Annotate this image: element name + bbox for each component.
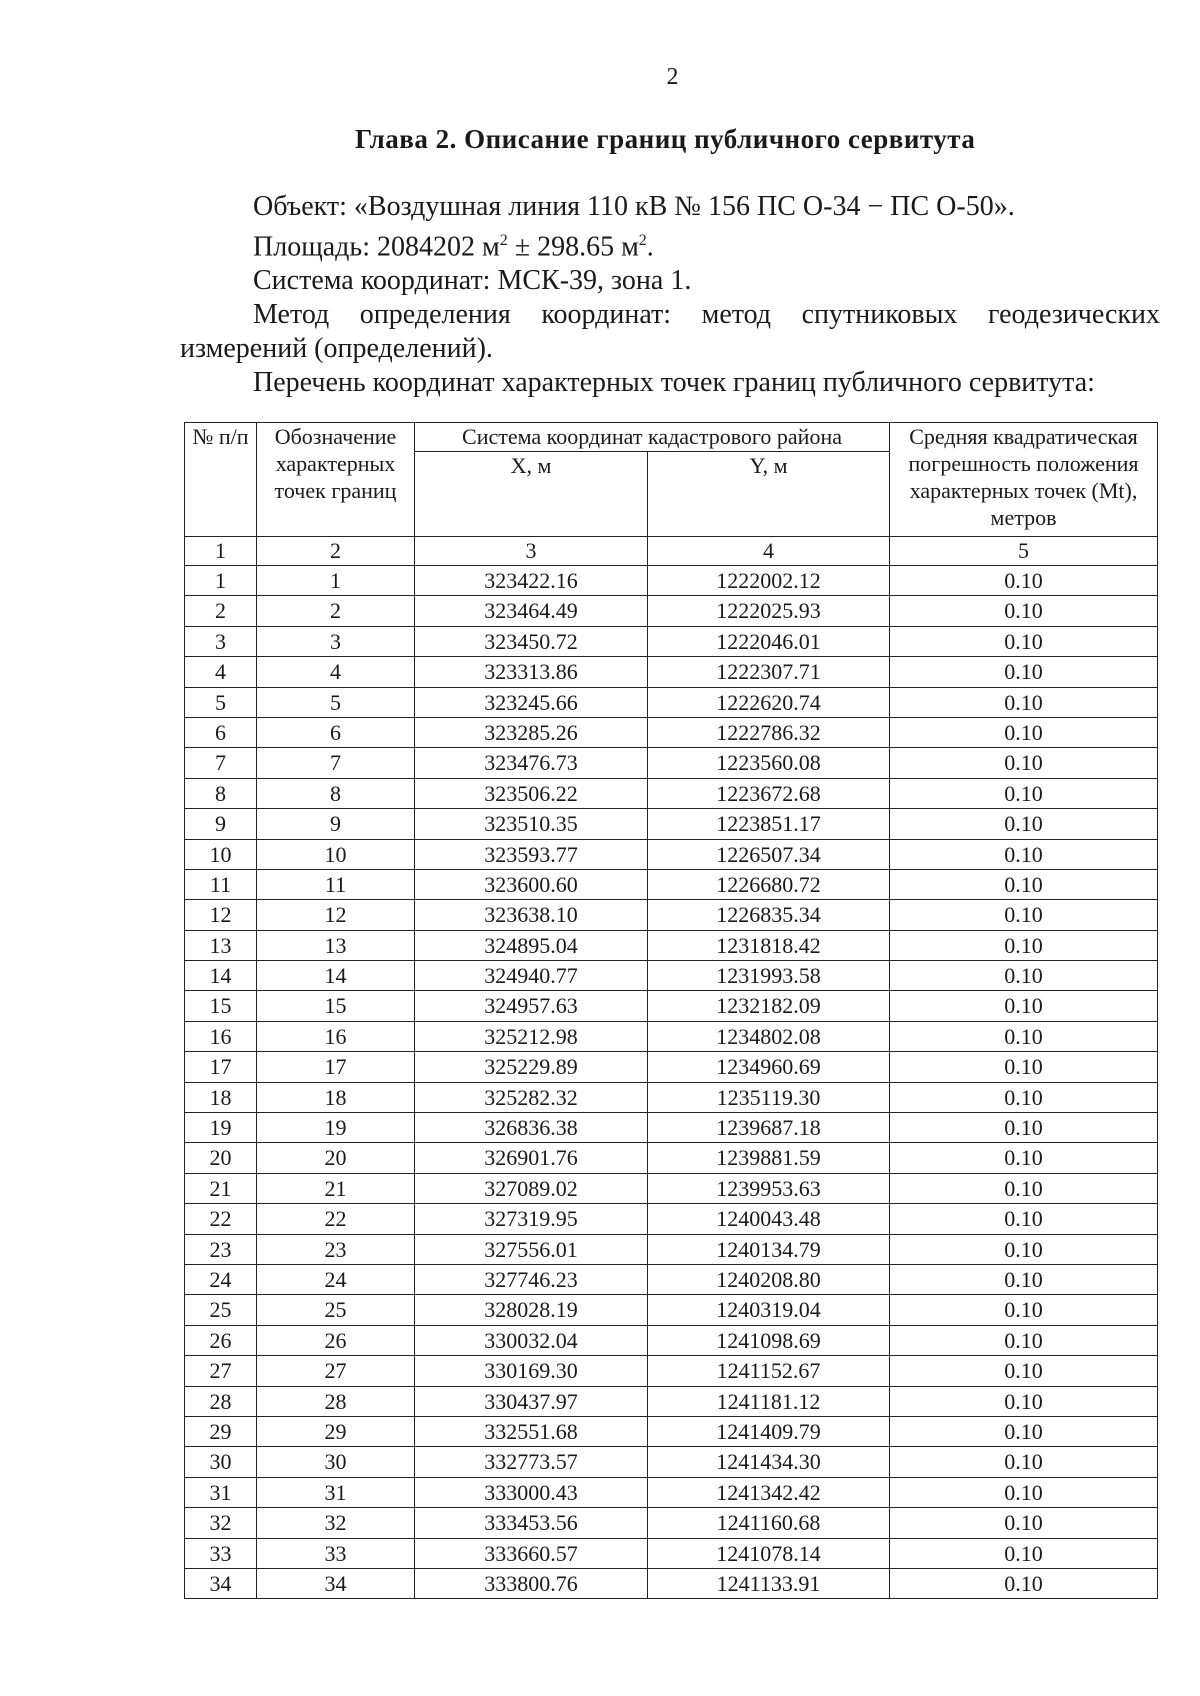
cell-num: 24: [185, 1264, 257, 1294]
table-row: [185, 1204, 1158, 1234]
cell-num: 26: [185, 1325, 257, 1355]
cell-error: 0.10: [890, 596, 1158, 626]
table-header: [185, 423, 1158, 537]
cell-num: 14: [185, 961, 257, 991]
cell-error: 0.10: [890, 1356, 1158, 1386]
cell-y: 1241098.69: [648, 1325, 890, 1355]
cell-num: 25: [185, 1295, 257, 1325]
table-row: [185, 991, 1158, 1021]
header-designation: Обозначение характерных точек границ: [257, 423, 415, 537]
cell-point: 28: [257, 1386, 415, 1416]
cell-num: 33: [185, 1538, 257, 1568]
cell-y: 1241434.30: [648, 1447, 890, 1477]
cell-num: 22: [185, 1204, 257, 1234]
cell-x: 332551.68: [415, 1416, 648, 1446]
table-row: [185, 1416, 1158, 1446]
column-number: 2: [257, 537, 415, 566]
cell-error: 0.10: [890, 687, 1158, 717]
cell-error: 0.10: [890, 1052, 1158, 1082]
cell-y: 1226680.72: [648, 869, 890, 899]
cell-point: 15: [257, 991, 415, 1021]
cell-point: 1: [257, 566, 415, 596]
cell-error: 0.10: [890, 1021, 1158, 1051]
cell-point: 24: [257, 1264, 415, 1294]
cell-x: 323476.73: [415, 748, 648, 778]
header-y: Y, м: [648, 452, 890, 537]
table-row: [185, 1356, 1158, 1386]
cell-y: 1241152.67: [648, 1356, 890, 1386]
cell-x: 328028.19: [415, 1295, 648, 1325]
cell-point: 32: [257, 1508, 415, 1538]
cell-y: 1241181.12: [648, 1386, 890, 1416]
cell-point: 3: [257, 626, 415, 656]
cell-error: 0.10: [890, 1447, 1158, 1477]
cell-num: 34: [185, 1568, 257, 1598]
cell-num: 9: [185, 809, 257, 839]
cell-num: 15: [185, 991, 257, 1021]
document-info: [180, 190, 1160, 400]
cell-y: 1234960.69: [648, 1052, 890, 1082]
cell-y: 1222002.12: [648, 566, 890, 596]
area-prefix: Площадь: 2084202 м: [253, 231, 500, 263]
column-numbers-row: [185, 537, 1158, 566]
cell-y: 1239881.59: [648, 1143, 890, 1173]
cell-error: 0.10: [890, 1568, 1158, 1598]
area-sup-1: 2: [499, 232, 508, 249]
table-row: [185, 748, 1158, 778]
cell-x: 323510.35: [415, 809, 648, 839]
cell-error: 0.10: [890, 1173, 1158, 1203]
cell-x: 323245.66: [415, 687, 648, 717]
method-line-2: измерений (определений).: [180, 333, 493, 365]
cell-y: 1222025.93: [648, 596, 890, 626]
cell-x: 332773.57: [415, 1447, 648, 1477]
cell-num: 11: [185, 869, 257, 899]
cell-error: 0.10: [890, 1538, 1158, 1568]
cell-x: 327089.02: [415, 1173, 648, 1203]
cell-x: 323464.49: [415, 596, 648, 626]
object-line: Объект: «Воздушная линия 110 кВ № 156 ПС О-34 − ПС О-50».: [253, 191, 1015, 222]
cell-y: 1235119.30: [648, 1082, 890, 1112]
cell-x: 325229.89: [415, 1052, 648, 1082]
cell-y: 1222046.01: [648, 626, 890, 656]
cell-x: 327556.01: [415, 1234, 648, 1264]
table-row: [185, 839, 1158, 869]
cell-x: 325212.98: [415, 1021, 648, 1051]
cell-point: 22: [257, 1204, 415, 1234]
cell-x: 323506.22: [415, 778, 648, 808]
cell-num: 18: [185, 1082, 257, 1112]
cell-point: 25: [257, 1295, 415, 1325]
cell-y: 1231818.42: [648, 930, 890, 960]
cell-x: 324895.04: [415, 930, 648, 960]
cell-num: 13: [185, 930, 257, 960]
cell-num: 29: [185, 1416, 257, 1446]
list-intro: Перечень координат характерных точек границ публичного сервитута:: [253, 367, 1095, 399]
cell-point: 7: [257, 748, 415, 778]
cell-x: 323593.77: [415, 839, 648, 869]
cell-num: 4: [185, 657, 257, 687]
table-row: [185, 809, 1158, 839]
cell-num: 32: [185, 1508, 257, 1538]
cell-y: 1240134.79: [648, 1234, 890, 1264]
cell-y: 1240319.04: [648, 1295, 890, 1325]
cell-x: 325282.32: [415, 1082, 648, 1112]
cell-x: 333660.57: [415, 1538, 648, 1568]
cell-x: 323422.16: [415, 566, 648, 596]
cell-error: 0.10: [890, 1416, 1158, 1446]
cell-y: 1240043.48: [648, 1204, 890, 1234]
cell-point: 4: [257, 657, 415, 687]
cell-num: 6: [185, 717, 257, 747]
table-row: [185, 566, 1158, 596]
cell-error: 0.10: [890, 566, 1158, 596]
table-row: [185, 1325, 1158, 1355]
cell-y: 1241160.68: [648, 1508, 890, 1538]
cell-num: 20: [185, 1143, 257, 1173]
cell-error: 0.10: [890, 1113, 1158, 1143]
table-row: [185, 778, 1158, 808]
cell-error: 0.10: [890, 1295, 1158, 1325]
cell-num: 8: [185, 778, 257, 808]
cell-error: 0.10: [890, 657, 1158, 687]
cell-point: 27: [257, 1356, 415, 1386]
cell-y: 1241133.91: [648, 1568, 890, 1598]
cell-error: 0.10: [890, 900, 1158, 930]
cell-point: 11: [257, 869, 415, 899]
header-x: X, м: [415, 452, 648, 537]
cell-x: 324957.63: [415, 991, 648, 1021]
cell-num: 30: [185, 1447, 257, 1477]
table-row: [185, 687, 1158, 717]
cell-error: 0.10: [890, 1234, 1158, 1264]
cell-num: 21: [185, 1173, 257, 1203]
cell-x: 333000.43: [415, 1477, 648, 1507]
cell-x: 333453.56: [415, 1508, 648, 1538]
cell-x: 324940.77: [415, 961, 648, 991]
cell-num: 23: [185, 1234, 257, 1264]
cell-num: 5: [185, 687, 257, 717]
cell-num: 7: [185, 748, 257, 778]
table-body: [185, 537, 1158, 1599]
cell-y: 1234802.08: [648, 1021, 890, 1051]
column-number: 5: [890, 537, 1158, 566]
method-line-1: Метод определения координат: метод спутниковых геодезических: [253, 299, 1160, 331]
cell-point: 33: [257, 1538, 415, 1568]
table-row: [185, 1234, 1158, 1264]
table-row: [185, 626, 1158, 656]
cell-error: 0.10: [890, 1204, 1158, 1234]
cell-error: 0.10: [890, 626, 1158, 656]
chapter-title: Глава 2. Описание границ публичного сервитута: [355, 124, 976, 154]
cell-error: 0.10: [890, 1264, 1158, 1294]
cell-num: 19: [185, 1113, 257, 1143]
header-error: Средняя квадратическая погрешность положения характерных точек (Mt), метров: [890, 423, 1158, 537]
cell-x: 323285.26: [415, 717, 648, 747]
cell-point: 18: [257, 1082, 415, 1112]
table-row: [185, 1568, 1158, 1598]
table-row: [185, 1264, 1158, 1294]
cell-point: 34: [257, 1568, 415, 1598]
cell-error: 0.10: [890, 1143, 1158, 1173]
cell-point: 12: [257, 900, 415, 930]
cell-num: 31: [185, 1477, 257, 1507]
cell-error: 0.10: [890, 930, 1158, 960]
area-suffix: .: [646, 231, 654, 263]
page-number: 2: [666, 64, 679, 90]
cell-point: 21: [257, 1173, 415, 1203]
table-row: [185, 1082, 1158, 1112]
cell-y: 1231993.58: [648, 961, 890, 991]
cell-y: 1223851.17: [648, 809, 890, 839]
table-row: [185, 1052, 1158, 1082]
table-row: [185, 900, 1158, 930]
cell-y: 1239687.18: [648, 1113, 890, 1143]
cell-num: 27: [185, 1356, 257, 1386]
cell-point: 9: [257, 809, 415, 839]
cell-error: 0.10: [890, 839, 1158, 869]
cell-y: 1239953.63: [648, 1173, 890, 1203]
cell-x: 323600.60: [415, 869, 648, 899]
cell-error: 0.10: [890, 809, 1158, 839]
area-sup-2: 2: [638, 232, 647, 249]
table-row: [185, 1021, 1158, 1051]
cell-x: 323638.10: [415, 900, 648, 930]
cell-y: 1223560.08: [648, 748, 890, 778]
cell-num: 2: [185, 596, 257, 626]
cell-point: 8: [257, 778, 415, 808]
cell-num: 28: [185, 1386, 257, 1416]
cell-num: 12: [185, 900, 257, 930]
table-row: [185, 1173, 1158, 1203]
header-coordinate-system: Система координат кадастрового района: [415, 423, 890, 452]
cell-point: 10: [257, 839, 415, 869]
cell-error: 0.10: [890, 961, 1158, 991]
cell-y: 1226507.34: [648, 839, 890, 869]
table-row: [185, 657, 1158, 687]
table-row: [185, 1508, 1158, 1538]
coordinates-table: [184, 422, 1158, 1599]
cell-x: 327319.95: [415, 1204, 648, 1234]
cell-point: 6: [257, 717, 415, 747]
cell-point: 13: [257, 930, 415, 960]
cell-point: 19: [257, 1113, 415, 1143]
cell-error: 0.10: [890, 1508, 1158, 1538]
cell-point: 14: [257, 961, 415, 991]
coord-system-line: Система координат: МСК-39, зона 1.: [253, 265, 692, 297]
cell-point: 20: [257, 1143, 415, 1173]
table-row: [185, 1538, 1158, 1568]
table-row: [185, 961, 1158, 991]
cell-y: 1226835.34: [648, 900, 890, 930]
table-row: [185, 869, 1158, 899]
cell-error: 0.10: [890, 869, 1158, 899]
cell-error: 0.10: [890, 1082, 1158, 1112]
column-number: 4: [648, 537, 890, 566]
cell-y: 1222786.32: [648, 717, 890, 747]
area-line: [180, 224, 1160, 264]
cell-y: 1241342.42: [648, 1477, 890, 1507]
cell-num: 16: [185, 1021, 257, 1051]
cell-num: 17: [185, 1052, 257, 1082]
cell-error: 0.10: [890, 991, 1158, 1021]
cell-x: 326836.38: [415, 1113, 648, 1143]
table-row: [185, 1295, 1158, 1325]
cell-y: 1222307.71: [648, 657, 890, 687]
table-row: [185, 1386, 1158, 1416]
cell-point: 17: [257, 1052, 415, 1082]
cell-point: 5: [257, 687, 415, 717]
cell-y: 1240208.80: [648, 1264, 890, 1294]
table-row: [185, 1143, 1158, 1173]
cell-x: 330169.30: [415, 1356, 648, 1386]
cell-y: 1241078.14: [648, 1538, 890, 1568]
cell-point: 16: [257, 1021, 415, 1051]
cell-error: 0.10: [890, 717, 1158, 747]
cell-error: 0.10: [890, 778, 1158, 808]
cell-x: 330437.97: [415, 1386, 648, 1416]
cell-x: 323313.86: [415, 657, 648, 687]
cell-x: 330032.04: [415, 1325, 648, 1355]
cell-y: 1223672.68: [648, 778, 890, 808]
table-row: [185, 1447, 1158, 1477]
cell-point: 29: [257, 1416, 415, 1446]
cell-y: 1232182.09: [648, 991, 890, 1021]
cell-x: 327746.23: [415, 1264, 648, 1294]
cell-error: 0.10: [890, 1386, 1158, 1416]
table-row: [185, 1477, 1158, 1507]
cell-num: 10: [185, 839, 257, 869]
cell-y: 1222620.74: [648, 687, 890, 717]
table-row: [185, 717, 1158, 747]
cell-num: 3: [185, 626, 257, 656]
cell-error: 0.10: [890, 748, 1158, 778]
cell-error: 0.10: [890, 1477, 1158, 1507]
column-number: 3: [415, 537, 648, 566]
table-row: [185, 1113, 1158, 1143]
cell-point: 23: [257, 1234, 415, 1264]
cell-x: 326901.76: [415, 1143, 648, 1173]
column-number: 1: [185, 537, 257, 566]
cell-point: 30: [257, 1447, 415, 1477]
area-middle: ± 298.65 м: [507, 231, 639, 263]
cell-x: 323450.72: [415, 626, 648, 656]
cell-point: 2: [257, 596, 415, 626]
cell-point: 31: [257, 1477, 415, 1507]
cell-error: 0.10: [890, 1325, 1158, 1355]
cell-num: 1: [185, 566, 257, 596]
table-row: [185, 930, 1158, 960]
cell-point: 26: [257, 1325, 415, 1355]
cell-y: 1241409.79: [648, 1416, 890, 1446]
table-row: [185, 596, 1158, 626]
header-num: № п/п: [185, 423, 257, 537]
cell-x: 333800.76: [415, 1568, 648, 1598]
